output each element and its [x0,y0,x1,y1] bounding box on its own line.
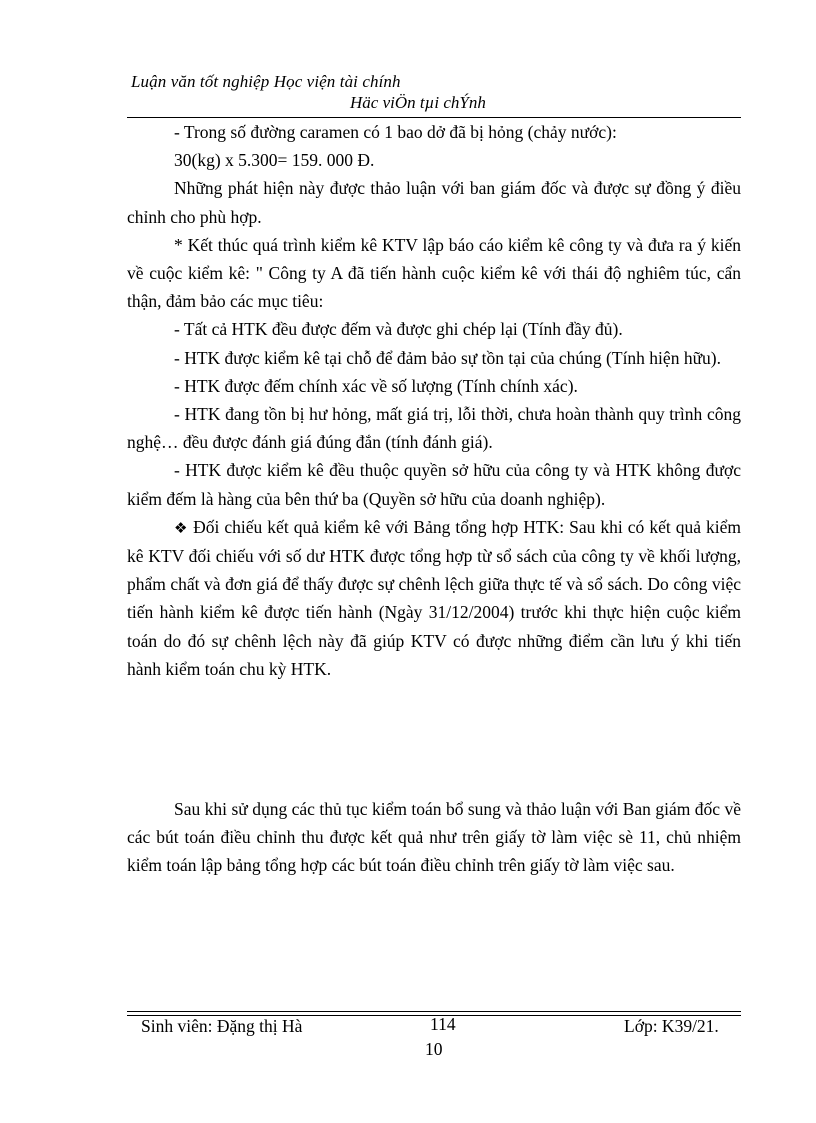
footer-class: Lớp: K39/21. [624,1016,719,1036]
header-title-garbled: Häc viÖn tµi chÝnh [350,93,486,112]
footer-student: Sinh viên: Đặng thị Hà [141,1016,303,1036]
paragraph: 30(kg) x 5.300= 159. 000 Đ. [174,150,375,171]
paragraph: - HTK được đếm chính xác về số lượng (Tính chính xác). [174,375,578,396]
bullet-paragraph-text: Đối chiếu kết quả kiểm kê với Bảng tổng hợp HTK: Sau khi có kết quả kiểm kê KTV đối chiếu với số dư HTK được tổng hợp từ sổ sách của công ty về khối lượng, phẩm chất và đơn giá để thấy được sự chênh lệch giữa thực tế và sổ sách. Do công việc tiến hành kiểm kê được tiến hành (Ngày 31/12/2004) trước khi thực hiện cuộc kiểm toán do đó sự chênh lệch này đã giúp KTV có được những điểm cần lưu ý khi tiến hành kiểm toán chu kỳ HTK. [127,516,742,679]
page-number: 114 [430,1014,456,1034]
spacer [127,739,741,795]
paragraph: - Tất cả HTK đều được đếm và được ghi chép lại (Tính đầy đủ). [174,319,623,340]
paragraph: * Kết thúc quá trình kiểm kê KTV lập báo cáo kiểm kê công ty và đưa ra ý kiến về cuộc kiểm kê: " Công ty A đã tiến hành cuộc kiểm kê với thái độ nghiêm túc, cẩn thận, đảm bảo các mục tiêu: [127,234,741,312]
spacer [127,683,741,739]
header-title: Luận văn tốt nghiệp Học viện tài chính [131,72,401,91]
closing-paragraph: Sau khi sử dụng các thủ tục kiểm toán bổ sung và thảo luận với Ban giám đốc về các bút toán điều chỉnh thu được kết quả như trên giấy tờ làm việc sè 11, chủ nhiệm kiểm toán lập bảng tổng hợp các bút toán điều chỉnh trên giấy tờ làm việc sau. [127,799,741,876]
bullet-paragraph [127,513,741,683]
paragraph: Những phát hiện này được thảo luận với ban giám đốc và được sự đồng ý điều chỉnh cho phù hợp. [127,178,741,227]
paragraph: - Trong số đường caramen có 1 bao dở đã bị hỏng (chảy nước): [174,122,617,142]
document-body [127,118,741,880]
paragraph: - HTK đang tồn bị hư hỏng, mất giá trị, lỗi thời, chưa hoàn thành quy trình công nghệ… đều được đánh giá đúng đắn (tính đánh giá). [127,404,741,453]
paragraph: - HTK được kiểm kê đều thuộc quyền sở hữu của công ty và HTK không được kiểm đếm là hàng của bên thứ ba (Quyền sở hữu của doanh nghiệp). [127,460,741,509]
diamond-bullet-icon: ❖ [174,518,189,537]
page-number-secondary: 10 [425,1039,443,1059]
paragraph: - HTK được kiểm kê tại chỗ để đảm bảo sự tồn tại của chúng (Tính hiện hữu). [174,347,722,368]
